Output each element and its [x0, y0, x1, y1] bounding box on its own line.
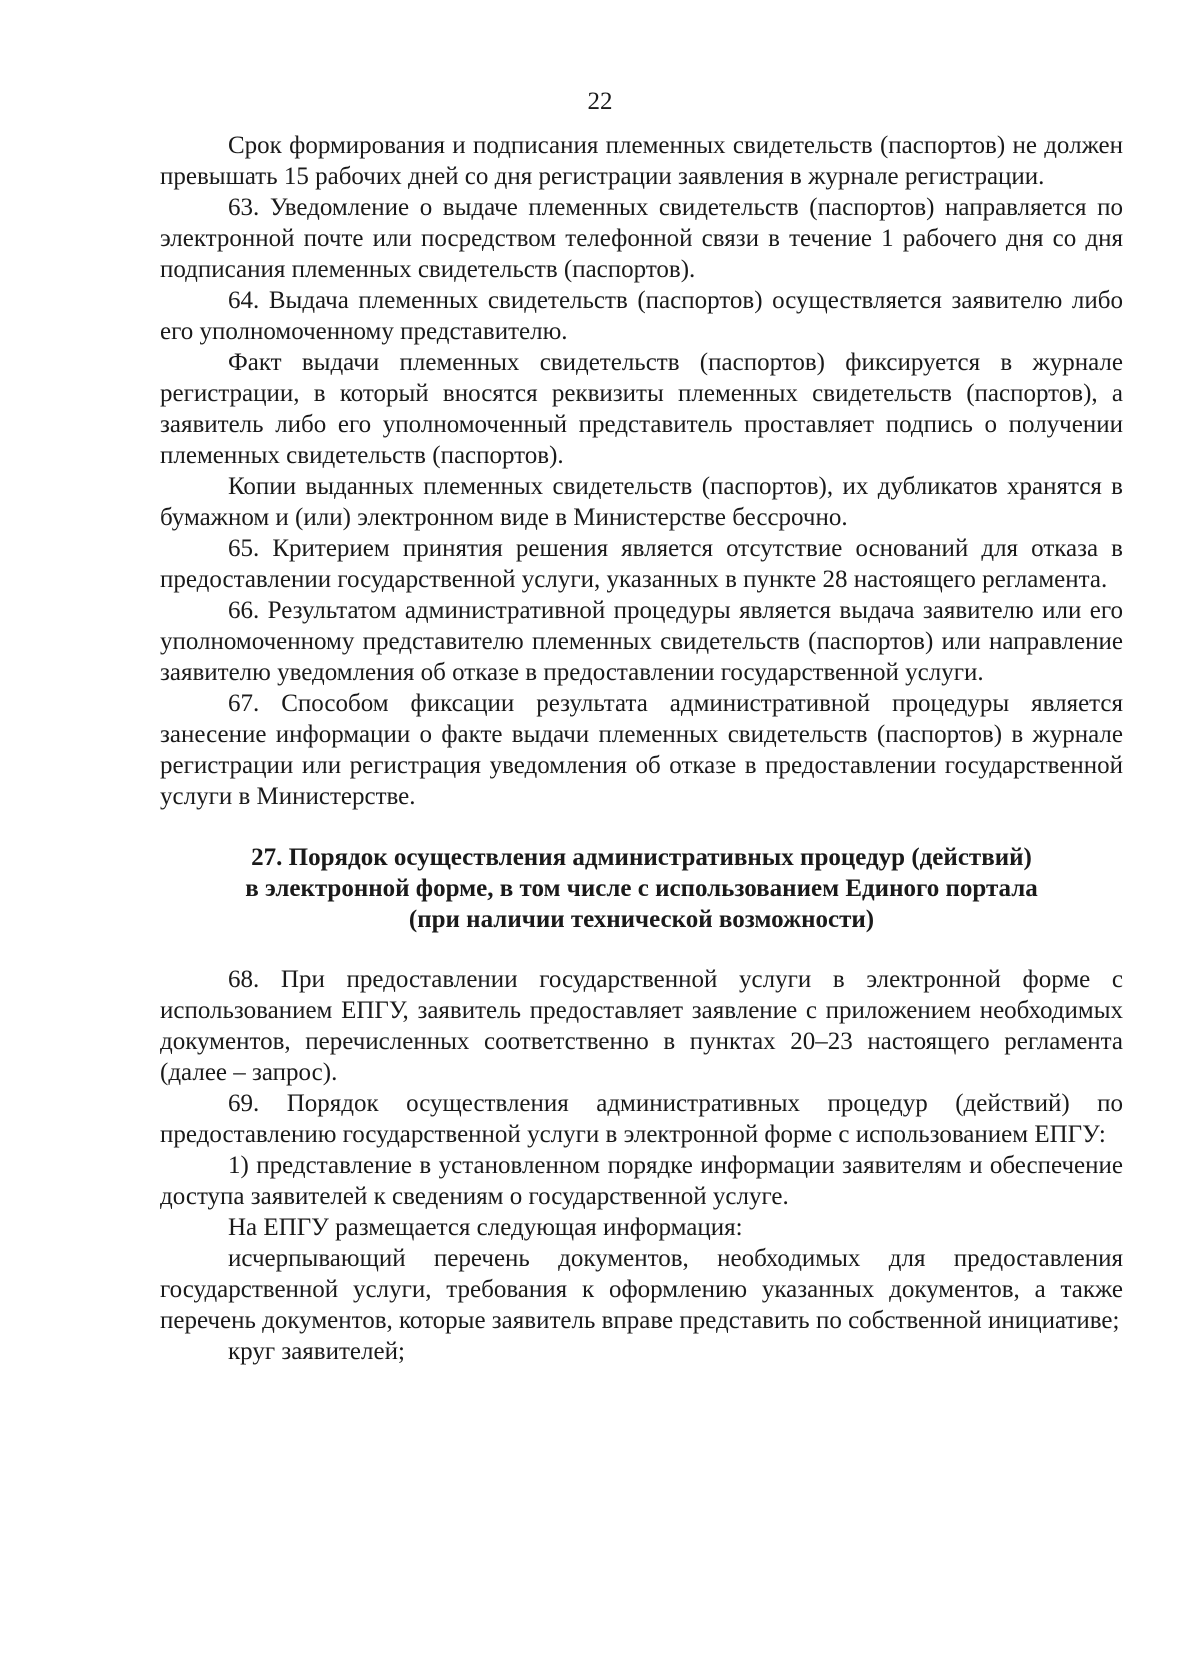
section-heading-line: (при наличии технической возможности)	[408, 906, 875, 933]
paragraph-item-67: 67. Способом фиксации результата административной процедуры является занесение информации о факте выдачи племенных свидетельств (паспортов) в журнале регистрации или регистрация уведомления об отказе в предоставлении государственной услуги в Министерстве.	[160, 690, 1123, 810]
paragraph: На ЕПГУ размещается следующая информация:	[228, 1214, 743, 1241]
paragraph-item-68: 68. При предоставлении государственной услуги в электронной форме с использованием ЕПГУ, заявитель предоставляет заявление с приложением необходимых документов, перечисленных соответственно в пунктах 20–23 настоящего регламента (далее – запрос).	[160, 966, 1123, 1086]
paragraph: Факт выдачи племенных свидетельств (паспортов) фиксируется в журнале регистрации, в который вносятся реквизиты племенных свидетельств (паспортов), а заявитель либо его уполномоченный представитель проставляет подпись о получении племенных свидетельств (паспортов).	[160, 349, 1123, 469]
paragraph-item-64: 64. Выдача племенных свидетельств (паспортов) осуществляется заявителю либо его уполномоченному представителю.	[160, 287, 1123, 345]
page-number: 22	[587, 88, 613, 115]
paragraph: круг заявителей;	[228, 1338, 405, 1365]
paragraph: исчерпывающий перечень документов, необходимых для предоставления государственной услуги, требования к оформлению указанных документов, а также перечень документов, которые заявитель вправе представить по собственной инициативе;	[160, 1245, 1123, 1334]
section-heading	[160, 842, 1123, 935]
paragraph-item-65: 65. Критерием принятия решения является отсутствие оснований для отказа в предоставлении государственной услуги, указанных в пункте 28 настоящего регламента.	[160, 535, 1123, 593]
section-heading-line: в электронной форме, в том числе с использованием Единого портала	[245, 875, 1038, 902]
paragraph: Копии выданных племенных свидетельств (паспортов), их дубликатов хранятся в бумажном и (или) электронном виде в Министерстве бессрочно.	[160, 473, 1123, 531]
paragraph-item-63: 63. Уведомление о выдаче племенных свидетельств (паспортов) направляется по электронной почте или посредством телефонной связи в течение 1 рабочего дня со дня подписания племенных свидетельств (паспортов).	[160, 194, 1123, 283]
list-item-1: 1) представление в установленном порядке информации заявителям и обеспечение доступа заявителей к сведениям о государственной услуге.	[160, 1152, 1123, 1210]
paragraph-item-66: 66. Результатом административной процедуры является выдача заявителю или его уполномоченному представителю племенных свидетельств (паспортов) или направление заявителю уведомления об отказе в предоставлении государственной услуги.	[160, 597, 1123, 686]
section-heading-line: 27. Порядок осуществления административных процедур (действий)	[251, 844, 1032, 871]
paragraph: Срок формирования и подписания племенных свидетельств (паспортов) не должен превышать 15 рабочих дней со дня регистрации заявления в журнале регистрации.	[160, 132, 1123, 190]
paragraph-item-69: 69. Порядок осуществления административных процедур (действий) по предоставлению государственной услуги в электронной форме с использованием ЕПГУ:	[160, 1090, 1123, 1148]
document-body	[160, 130, 1123, 1367]
